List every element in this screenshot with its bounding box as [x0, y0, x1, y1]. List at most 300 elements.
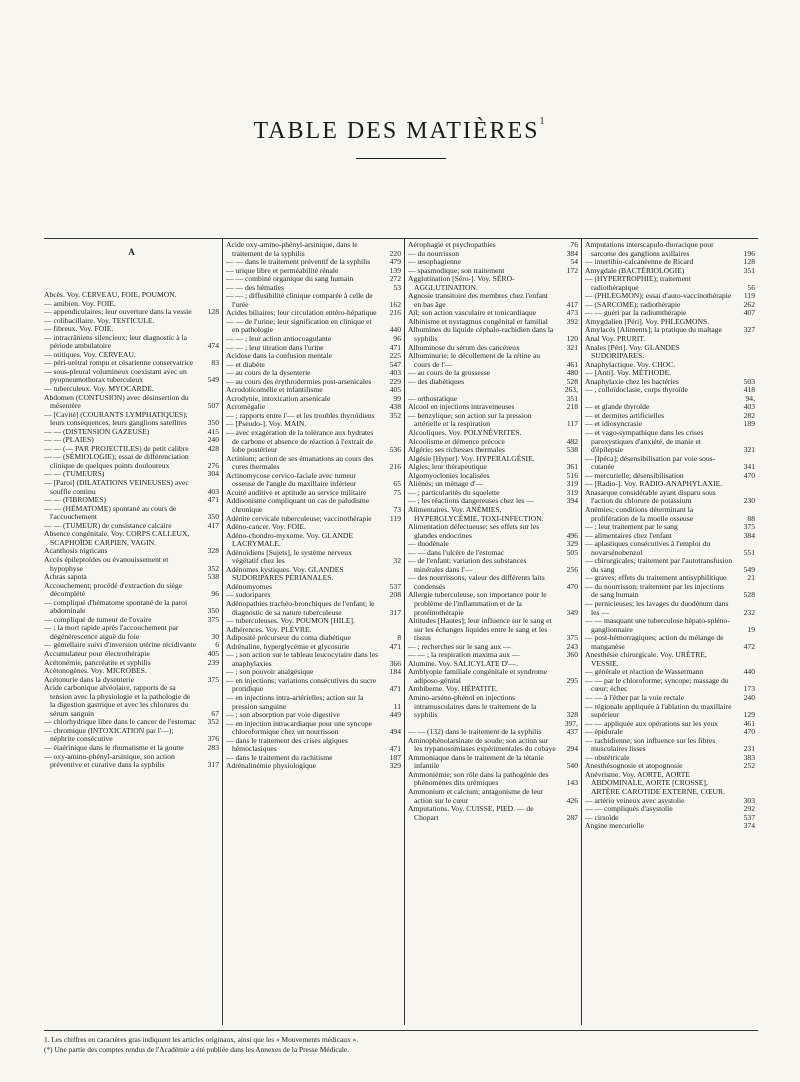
entry-page: 317 — [389, 607, 401, 617]
index-entry — [408, 523, 578, 540]
index-entry — [226, 472, 401, 489]
entry-page: 461 — [566, 359, 578, 369]
entry-page: 262 — [743, 299, 755, 309]
entry-term: — de l'enfant; variation des substances minérales dans l'— — [408, 556, 527, 574]
entry-term: — — par le chloroforme; syncope; massage du cœur; échec — [585, 675, 729, 694]
entry-page: 303 — [743, 795, 755, 805]
entry-page: 304 — [207, 469, 219, 479]
entry-page: 394 — [566, 496, 578, 506]
entry-page: 375 — [207, 674, 219, 684]
entry-term: — duodénale — [408, 539, 449, 549]
entry-page: 75 — [393, 487, 401, 497]
entry-page: 321 — [743, 445, 755, 455]
index-entry — [44, 479, 219, 496]
entry-term: — — (HÉMATOME) spontané au cours de l'accouchement — [44, 503, 177, 522]
entry-page: 32 — [393, 556, 401, 566]
entry-term: Absence congénitale. Voy. CORPS CALLEUX, SCAPHOÏDE CARPIEN, VAGIN. — [44, 529, 190, 547]
index-entry — [585, 241, 755, 258]
entry-page: 549 — [207, 375, 219, 385]
entry-page: 375 — [566, 633, 578, 643]
index-column-4 — [581, 239, 758, 1025]
entry-term: — ; son action sur le tableau leucocytaire dans les anaphylaxies — [226, 650, 379, 668]
entry-term: — — ; la respiration maxima aux — — [408, 650, 520, 660]
entry-page: 189 — [743, 419, 755, 429]
index-entry — [44, 727, 219, 744]
entry-term: — chromique (INTOXICATION par l'—); néphrite consécutive — [44, 725, 174, 744]
index-entry — [585, 771, 755, 797]
entry-term: — otitiques. Voy. CERVEAU. — [44, 349, 136, 359]
index-entry — [408, 694, 578, 720]
index-entry — [226, 318, 401, 335]
entry-page: 547 — [389, 359, 401, 369]
entry-term: Amputations. Voy. CUISSE, PIED. — de Chopart — [408, 804, 534, 822]
index-entry — [226, 566, 401, 583]
entry-page: 538 — [566, 445, 578, 455]
entry-page: 208 — [389, 590, 401, 600]
entry-page: 516 — [566, 470, 578, 480]
index-entry — [408, 668, 578, 685]
index-entry — [585, 540, 755, 557]
entry-term: Agnosie transitoire des membres chez l'enfant en bas âge — [408, 291, 548, 309]
entry-page: 67 — [211, 708, 219, 718]
entry-page: 187 — [389, 752, 401, 762]
footnote-mark: 1 — [539, 116, 547, 128]
entry-page: 283 — [207, 742, 219, 752]
entry-page: 295 — [566, 675, 578, 685]
entry-page: 505 — [566, 547, 578, 557]
section-letter: A — [128, 247, 135, 257]
entry-term: — et dermites artificielles — [585, 410, 665, 420]
entry-term: — mercurielle; désensibilisation — [585, 470, 684, 480]
index-entry — [44, 334, 219, 351]
entry-term: Acrodynie, intoxication arsenicale — [226, 393, 331, 403]
index-entry — [585, 737, 755, 754]
entry-term: Acide oxy-amino-phényl-arsinique, dans le traitement de la syphilis — [226, 240, 358, 258]
entry-term: — (SARCOME); radiothérapie — [585, 299, 681, 309]
index-entry — [408, 720, 578, 737]
entry-page: 407 — [743, 308, 755, 318]
index-entry — [408, 386, 578, 403]
entry-page: 83 — [211, 358, 219, 368]
index-entry — [44, 394, 219, 411]
entry-term: Angine mercurielle — [585, 821, 644, 831]
entry-term: — — (FIBROMES) — [44, 495, 107, 505]
entry-term: Anales [Péri]. Voy. GLANDES SUDORIPARES. — [585, 342, 680, 361]
entry-page: 256 — [566, 564, 578, 574]
entry-page: 350 — [207, 512, 219, 522]
entry-term: — [Ipéca]; désensibilisation par voie sous-cutanée — [585, 453, 716, 472]
entry-term: — oxy-amino-phényl-arsinique, son action préventive et curative dans la syphilis — [44, 751, 175, 770]
index-entry — [408, 788, 578, 805]
entry-page: 440 — [743, 667, 755, 677]
entry-term: Adénomyomes — [226, 581, 272, 591]
entry-page: 172 — [566, 265, 578, 275]
entry-term: Acrodolicomélie et infantilisme — [226, 385, 323, 395]
entry-term: Amblyopie familiale congénitale et syndrome adiposo-génital — [408, 667, 548, 685]
index-entry — [44, 753, 219, 770]
entry-term: — et glande thyroïde — [585, 402, 650, 412]
entry-page: 294 — [566, 744, 578, 754]
entry-page: 321 — [566, 342, 578, 352]
index-entry — [408, 737, 578, 754]
entry-page: 263, 351 — [564, 385, 578, 403]
entry-page: 21 — [747, 573, 755, 583]
entry-term: — chirurgicales; traitement par l'autotransfusion du sang — [585, 556, 733, 574]
entry-page: 417 — [566, 299, 578, 309]
entry-page: 119 — [389, 513, 401, 523]
entry-term: Algomyoclonies localisées — [408, 470, 490, 480]
entry-term: — — (PLAIES) — [44, 435, 94, 445]
entry-page: 375 — [743, 522, 755, 532]
index-entry — [408, 617, 578, 643]
entry-page: 231 — [743, 744, 755, 754]
entry-page: 229 — [389, 376, 401, 386]
entry-page: 540 — [566, 761, 578, 771]
entry-term: Albuminurie; le décollement de la rétine au cours de l'— — [408, 351, 540, 369]
index-entry — [44, 453, 219, 470]
index-entry — [226, 549, 401, 566]
entry-term: Aminophénolarsinate de soude; son action sur les trypanosomiases expérimentales du cobaye — [408, 735, 556, 754]
entry-page: 471 — [389, 744, 401, 754]
entry-page: 551 — [743, 547, 755, 557]
entry-term: — intertibio-calcanéenne de Ricard — [585, 257, 694, 267]
entry-page: 240 — [743, 692, 755, 702]
entry-term: — colibacillaire. Voy. TESTICULE. — [44, 315, 155, 325]
entry-term: — — (TUMEUR) de consistance calcaire — [44, 520, 172, 530]
entry-term: Ammoniémie; son rôle dans la pathogénie des phénomènes dits urémiques — [408, 769, 549, 788]
entry-page: 471 — [389, 342, 401, 352]
entry-page: 461 — [743, 718, 755, 728]
entry-page: 397, 437 — [564, 718, 578, 737]
entry-term: — [Radio-]. Voy. RADIO-ANAPHYLAXIE. — [585, 479, 723, 489]
entry-term: — en injection intracardiaque pour une syncope chloroformique chez un nourrisson — [226, 718, 372, 737]
index-entry — [408, 754, 578, 771]
entry-page: 225 — [389, 351, 401, 361]
index-entry — [226, 600, 401, 617]
index-entry — [585, 506, 755, 523]
entry-term: — ; leur traitement par le sang — [585, 522, 678, 532]
entry-term: Altitudes [Hautes]; leur influence sur le sang et sur les échanges liquides entre le sang et les tissus — [408, 616, 552, 643]
entry-term: — — (SÉMIOLOGIE); essai de différenciation clinique de quelques points douloureux — [44, 452, 189, 470]
entry-term: Aliénés; un ménage d'— — [408, 479, 483, 489]
entry-term: Adénopathies trachéo-bronchiques de l'enfant; le diagnostic de sa nature tuberculeuse — [226, 598, 375, 617]
index-entry — [226, 455, 401, 472]
entry-term: Acidose dans la confusion mentale — [226, 351, 332, 361]
entry-page: 56 — [747, 282, 755, 292]
entry-page: 99 — [393, 393, 401, 403]
entry-term: — graves; effets du traitement antisyphilitique — [585, 573, 727, 583]
entry-term: — — (132) dans le traitement de la syphilis — [408, 727, 542, 737]
entry-term: — péri-urétral rompu et césarienne conservatrice — [44, 358, 194, 368]
entry-term: — [Anti]. Voy. MÉTHODE. — [585, 368, 672, 378]
entry-term: Acétonémie, pancréatite et syphilis — [44, 657, 151, 667]
entry-term: Acide carbonique alvéolaire, rapports de sa tension avec la physiologie et la pathologie de la digestion gastrique et avec les chlorures du sérum sanguin — [44, 683, 191, 718]
entry-page: 65 — [393, 479, 401, 489]
entry-page: 230 — [743, 496, 755, 506]
entry-term: Anévrisme. Voy. AORTE, AORTE ABDOMINALE, AORTE [CROSSE], ARTÈRE CAROTIDE EXTERNE, CŒUR. — [585, 769, 725, 796]
entry-term: — et vago-sympathique dans les crises paroxystiques d'anxiété, de manie et d'épilepsie — [585, 428, 704, 455]
entry-page: 30 — [211, 631, 219, 641]
entry-term: Acromégalie — [226, 402, 266, 412]
entry-term: — dans le traitement des crises algiques hémoclasiques — [226, 735, 348, 754]
entry-page: 352 — [207, 563, 219, 573]
footnote-2: (*) Une partie des comptes rendus de l'Académie a été publiée dans les Annexes de la Presse Médicale. — [44, 1045, 350, 1054]
entry-page: 536 — [389, 445, 401, 455]
entry-term: — ; particularités du squelette — [408, 487, 500, 497]
entry-page: 19 — [747, 624, 755, 634]
entry-term: — — des hématies — [226, 282, 284, 292]
entry-term: — (HYPERTROPHIE); traitement radiothérapique — [585, 274, 691, 292]
entry-term: — des diabétiques — [408, 376, 465, 386]
entry-term: Ammoniaque dans le traitement de la tétanie infantile — [408, 752, 544, 771]
entry-page: 528 — [743, 590, 755, 600]
entry-page: 405 — [389, 385, 401, 395]
entry-term: Anesthésognosie et atopognosie — [585, 761, 683, 771]
entry-page: 472 — [743, 641, 755, 651]
entry-page: 328 — [207, 546, 219, 556]
entry-term: — aplastiques consécutives à l'emploi du novarsénobenzol — [585, 539, 711, 557]
entry-term: Adénoïdiens [Sujets], le système nerveux végétatif chez les — [226, 547, 352, 566]
entry-term: Amygdalien [Péri]. Voy. PHLEGMONS. — [585, 316, 710, 326]
entry-term: — dans le traitement du rachitisme — [226, 752, 333, 762]
index-entry — [585, 583, 755, 600]
entry-page: 351 — [743, 265, 755, 275]
index-entry — [226, 532, 401, 549]
entry-term: Agglutination [Séro-]. Voy. SÉRO-AGGLUTINATION. — [408, 274, 515, 292]
entry-page: 327 — [743, 325, 755, 335]
entry-page: 73 — [393, 504, 401, 514]
entry-page: 549 — [743, 564, 755, 574]
entry-page: 449 — [389, 710, 401, 720]
entry-term: — benzylique; son action sur la pression artérielle et la respiration — [408, 410, 532, 429]
entry-term: — ; les réactions dangereuses chez les — — [408, 496, 534, 506]
entry-term: Amygdale (BACTÉRIOLOGIE) — [585, 265, 685, 275]
index-entry — [44, 624, 219, 641]
entry-term: — tuberculeux. Voy. MYOCARDE. — [44, 384, 154, 394]
entry-term: — rachidienne; son influence sur les fibres musculaires lisses — [585, 735, 716, 754]
entry-page: 243 — [566, 641, 578, 651]
entry-term: — sudoripares — [226, 590, 271, 600]
index-entry — [585, 617, 755, 634]
entry-page: 139 — [389, 265, 401, 275]
entry-term: Albuminose du sérum des cancéreux — [408, 342, 520, 352]
entry-term: — des nourrissons, valeur des différents laits condensés — [408, 573, 545, 591]
entry-page: 88 — [747, 513, 755, 523]
index-entry — [226, 292, 401, 309]
entry-term: — — dans l'ulcère de l'estomac — [408, 547, 505, 557]
entry-term: Aérophagie et psychopathies — [408, 240, 496, 249]
entry-page: 528 — [566, 376, 578, 386]
entry-term: — — ; diffusibilité clinique comparée à celle de l'urée — [226, 291, 373, 309]
entry-term: — (PHLEGMON); essai d'auto-vaccinothérapie — [585, 291, 732, 301]
entry-term: — et idiosyncrasie — [585, 419, 642, 429]
entry-page: 272 — [389, 274, 401, 284]
index-entry — [408, 805, 578, 822]
entry-page: 496 — [566, 530, 578, 540]
index-entry — [585, 557, 755, 574]
entry-term: — générale et réaction de Wassermann — [585, 667, 704, 677]
index-entry — [408, 292, 578, 309]
entry-term: Adiposité précurseur du coma diabétique — [226, 633, 351, 643]
entry-page: 129 — [743, 710, 755, 720]
entry-term: — cirsoïde — [585, 812, 619, 822]
entry-term: — — (DISTENSION GAZEUSE) — [44, 426, 150, 436]
entry-page: 428 — [207, 443, 219, 453]
index-entry — [585, 386, 755, 395]
entry-term: — tuberculeuses. Voy. POUMON [HILE]. — [226, 616, 355, 626]
entry-page: 349 — [566, 607, 578, 617]
entry-page: 482 — [566, 436, 578, 446]
entry-term: Anesthésie chirurgicale. Voy. URÈTRE, VESSIE. — [585, 650, 707, 668]
entry-term: Alcoolisme et démence précoce — [408, 436, 505, 446]
entry-term: — — à l'éther par la voie rectale — [585, 692, 684, 702]
entry-page: 329 — [566, 539, 578, 549]
entry-term: — fibreux. Voy. FOIE. — [44, 324, 114, 334]
entry-term: — orthostatique — [408, 393, 458, 403]
entry-term: — — masquant une tuberculose hépato-spléno-ganglionnaire — [585, 616, 730, 634]
entry-page: 415 — [207, 426, 219, 436]
entry-term: — alimentaires chez l'enfant — [585, 530, 672, 540]
index-entry — [408, 352, 578, 369]
entry-term: — ; son pouvoir analgésique — [226, 667, 314, 677]
entry-term: — — appliquée aux opérations sur les yeux — [585, 718, 719, 728]
index-entry — [585, 677, 755, 694]
entry-term: — ; la mort rapide après l'accouchement par dégénérescence aiguë du foie — [44, 623, 179, 641]
entry-page: 143 — [566, 778, 578, 788]
entry-term: — au cours des érythrodermies post-arsenicales — [226, 376, 372, 386]
entry-page: 94, 403 — [743, 393, 755, 412]
entry-term: — — guéri par la radiumthérapie — [585, 308, 687, 318]
page-title — [0, 118, 800, 145]
entry-page: 120 — [566, 334, 578, 344]
entry-page: 507 — [207, 401, 219, 411]
index-entry — [226, 677, 401, 694]
entry-term: — pernicieuses; les lavages du duodénum dans les — — [585, 598, 729, 617]
entry-page: 184 — [389, 667, 401, 677]
entry-page: 494 — [389, 727, 401, 737]
entry-term: — au cours de la grossesse — [408, 368, 491, 378]
entry-term: Amino-arséno-phénol en injections intramusculaires dans le traitement de la syphilis — [408, 692, 537, 720]
entry-term: Adéno-chondro-myxome. Voy. GLANDE LACRYMALE. — [226, 530, 354, 549]
entry-page: 426 — [566, 795, 578, 805]
index-entry — [44, 530, 219, 547]
entry-page: 287 — [566, 812, 578, 822]
entry-term: Alcool en injections intraveineuses — [408, 402, 515, 412]
entry-page: 11 — [393, 701, 401, 711]
entry-term: Anasarque considérable ayant disparu sous l'action du chlorure de potassium — [585, 487, 716, 506]
entry-term: Accès épileptoïdes ou évanouissement et hypophyse — [44, 554, 169, 573]
entry-page: 403 — [389, 368, 401, 378]
entry-page: 352 — [207, 717, 219, 727]
entry-term: — — de l'urine; leur signification en clinique et en pathologie — [226, 316, 372, 335]
entry-term: Anaphylaxie chez les bactéries — [585, 376, 679, 386]
index-entry — [585, 651, 755, 668]
entry-term: — en injections; variations consécutives du sucre protidique — [226, 675, 377, 694]
entry-term: — intracrâniens silencieux; leur diagnostic à la période ambulatoire — [44, 332, 187, 351]
entry-term: — ; recherches sur le sang aux — — [408, 641, 511, 651]
entry-page: 374 — [743, 821, 755, 831]
entry-page: 8 — [397, 633, 401, 643]
entry-page: 341 — [743, 462, 755, 472]
index-entry — [226, 241, 401, 258]
entry-term: — épidurale — [585, 727, 623, 737]
entry-page: 471 — [389, 641, 401, 651]
entry-term: Abcès. Voy. CERVEAU, FOIE, POUMON. — [44, 290, 177, 299]
index-entry — [585, 703, 755, 720]
entry-term: — régionale appliquée à l'ablation du maxillaire supérieur — [585, 701, 732, 720]
index-entry — [585, 455, 755, 472]
entry-page: 471 — [389, 684, 401, 694]
index-entry — [44, 582, 219, 599]
entry-term: Albinisme et nystagmus congénital et familial — [408, 316, 548, 326]
entry-term: Ammonium et calcium; antagonisme de leur action sur le cœur — [408, 787, 544, 805]
entry-page: 96 — [393, 334, 401, 344]
entry-term: Adrénaline, hyperglycémie et glycosurie — [226, 641, 350, 651]
entry-term: Achras sapota — [44, 572, 87, 582]
index-entry — [44, 368, 219, 385]
entry-term: Alcooliques. Voy. POLYNÉVRITES. — [408, 428, 522, 438]
entry-page: 470 — [743, 727, 755, 737]
entry-term: — — compliqués d'asystolie — [585, 804, 673, 814]
entry-term: Acanthosis nigricans — [44, 546, 108, 556]
entry-page: 292 — [743, 804, 755, 814]
entry-term: — urique libre et perméabilité rénale — [226, 265, 339, 275]
entry-term: Ambiberne. Voy. HÉPATITE. — [408, 684, 498, 694]
entry-page: 319 — [566, 487, 578, 497]
index-entry — [585, 429, 755, 455]
footnotes — [44, 1030, 758, 1055]
index-entry — [408, 591, 578, 617]
entry-page: 329 — [389, 761, 401, 771]
entry-page: 376 — [207, 734, 219, 744]
entry-page: 218 — [566, 402, 578, 412]
entry-term: Adénomes kystiques. Voy. GLANDES SUDORIPARES PÉRIANALES. — [226, 564, 344, 583]
entry-page: 440 — [389, 325, 401, 335]
entry-page: 350 — [207, 606, 219, 616]
entry-page: 479 — [389, 257, 401, 267]
entry-term: Adhérences. Voy. PLÈVRE. — [226, 624, 312, 634]
entry-term: — artério veineux avec asystolie — [585, 795, 685, 805]
entry-page: 128 — [743, 257, 755, 267]
index-entry — [408, 574, 578, 591]
entry-term: — post-hémorragiques; action du mélange de manganèse — [585, 633, 724, 651]
entry-term: — ; rapports entre l'— et les troubles thyroïdiens — [226, 410, 375, 420]
page-title-text: TABLE DES MATIÈRES — [253, 118, 540, 145]
index-entry — [226, 497, 401, 514]
entry-term: — du nourrisson; traitement par les injections de sang humain — [585, 581, 725, 600]
entry-page: 54 — [570, 257, 578, 267]
entry-term: Anaphylactique. Voy. CHOC. — [585, 359, 676, 369]
entry-term: — — (— PAR PROJECTILES) de petit calibre — [44, 443, 189, 453]
footnote-1: 1. Les chiffres en caractères gras indiquent les articles originaux, ainsi que les « Mouvements médicaux ». — [44, 1035, 359, 1044]
index-entry — [585, 600, 755, 617]
entry-term: Adénite cervicale tuberculeuse; vaccinothérapie — [226, 513, 372, 523]
entry-page: 403 — [207, 486, 219, 496]
index-column-2 — [222, 239, 404, 1025]
entry-page: 319 — [566, 479, 578, 489]
index-entry — [226, 720, 401, 737]
entry-term: — en injections intra-artérielles; action sur la pression sanguine — [226, 692, 364, 711]
index-entry — [44, 505, 219, 522]
entry-term: — avec exagération de la tolérance aux hydrates de carbone et absence de réaction à l'extrait de lobe postérieur — [226, 428, 374, 455]
entry-term: — appendiculaires; leur ouverture dans la vessie — [44, 307, 192, 317]
entry-page: 474 — [207, 341, 219, 351]
entry-term: — — combiné organique du sang humain — [226, 274, 354, 284]
entry-term: Alimentation défectueuse; ses effets sur les glandes endocrines — [408, 522, 540, 540]
entry-term: Anémies; conditions déterminant la prolifération de la moelle osseuse — [585, 504, 694, 523]
entry-term: Albumines du liquide céphalo-rachidien dans la syphilis — [408, 325, 554, 344]
index-entry — [44, 599, 219, 616]
